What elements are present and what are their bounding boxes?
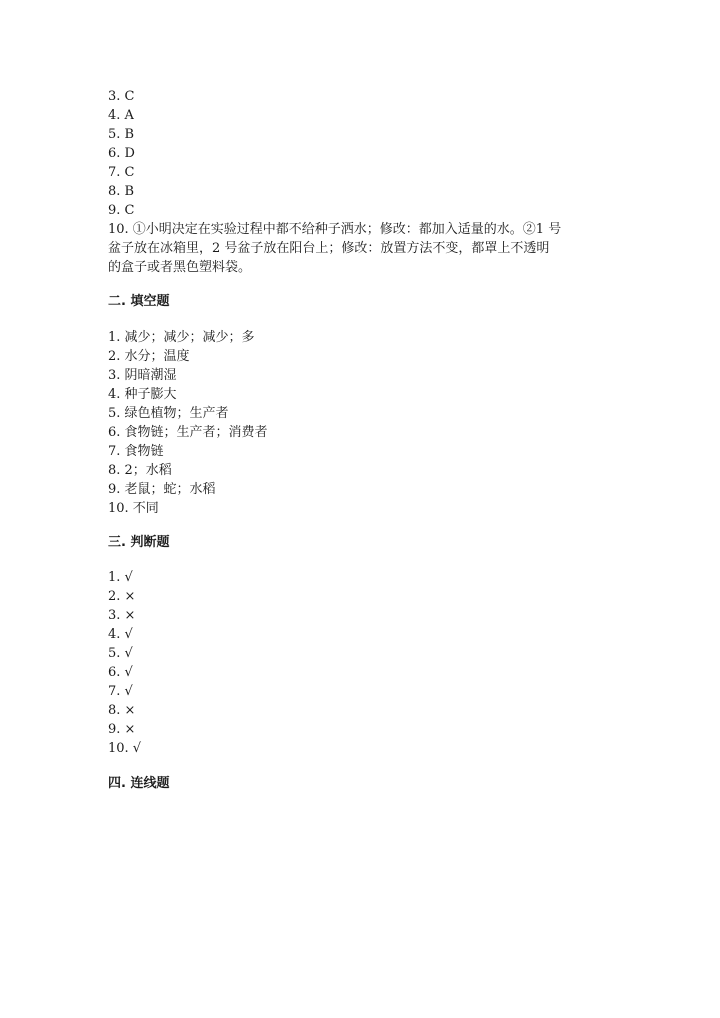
- answer-q10-line-2: 盆子放在冰箱里，2 号盆子放在阳台上；修改：放置方法不变，都罩上不透明: [108, 241, 550, 256]
- answer-line: 4. 种子膨大: [108, 387, 177, 402]
- answer-line: 6. 食物链；生产者；消费者: [108, 425, 268, 440]
- answer-line: 7. √: [108, 684, 133, 699]
- answer-line: 5. B: [108, 127, 135, 142]
- answer-line: 3. C: [108, 89, 135, 104]
- answer-line: 9. ×: [108, 722, 136, 737]
- answer-line: 4. √: [108, 627, 133, 642]
- answer-line: 2. ×: [108, 589, 136, 604]
- answer-line: 3. 阴暗潮湿: [108, 368, 177, 383]
- true-false-answers-list: [108, 568, 608, 758]
- answer-line: 9. 老鼠；蛇；水稻: [108, 482, 216, 497]
- answer-line: 1. 减少；减少；减少；多: [108, 330, 255, 345]
- answer-line: 10. √: [108, 741, 142, 756]
- answer-line: 5. √: [108, 646, 133, 661]
- answer-line: 7. 食物链: [108, 444, 164, 459]
- answer-line: 9. C: [108, 203, 135, 218]
- answer-line: 4. A: [108, 108, 134, 123]
- answer-q10-line-1: 10. ①小明决定在实验过程中都不给种子洒水；修改：都加入适量的水。②1 号: [108, 222, 562, 237]
- answer-line: 3. ×: [108, 608, 136, 623]
- answer-line: 2. 水分；温度: [108, 349, 190, 364]
- answer-line: 8. 2；水稻: [108, 463, 172, 478]
- answer-line: 7. C: [108, 165, 135, 180]
- answer-q10-line-3: 的盒子或者黑色塑料袋。: [108, 260, 252, 275]
- answer-line: 8. B: [108, 184, 135, 199]
- section-heading-true-false: 三. 判断题: [108, 535, 170, 550]
- answer-line: 5. 绿色植物；生产者: [108, 406, 229, 421]
- choice-answers-list: [108, 87, 608, 220]
- section-heading-matching: 四. 连线题: [108, 776, 170, 791]
- answer-q10-paragraph: [108, 220, 608, 277]
- answer-line: 6. D: [108, 146, 135, 161]
- fill-in-answers-list: [108, 328, 608, 518]
- answer-line: 10. 不同: [108, 501, 159, 516]
- answer-line: 1. √: [108, 570, 133, 585]
- section-heading-fill-in: 二. 填空题: [108, 294, 170, 309]
- answer-line: 8. ×: [108, 703, 136, 718]
- answer-line: 6. √: [108, 665, 133, 680]
